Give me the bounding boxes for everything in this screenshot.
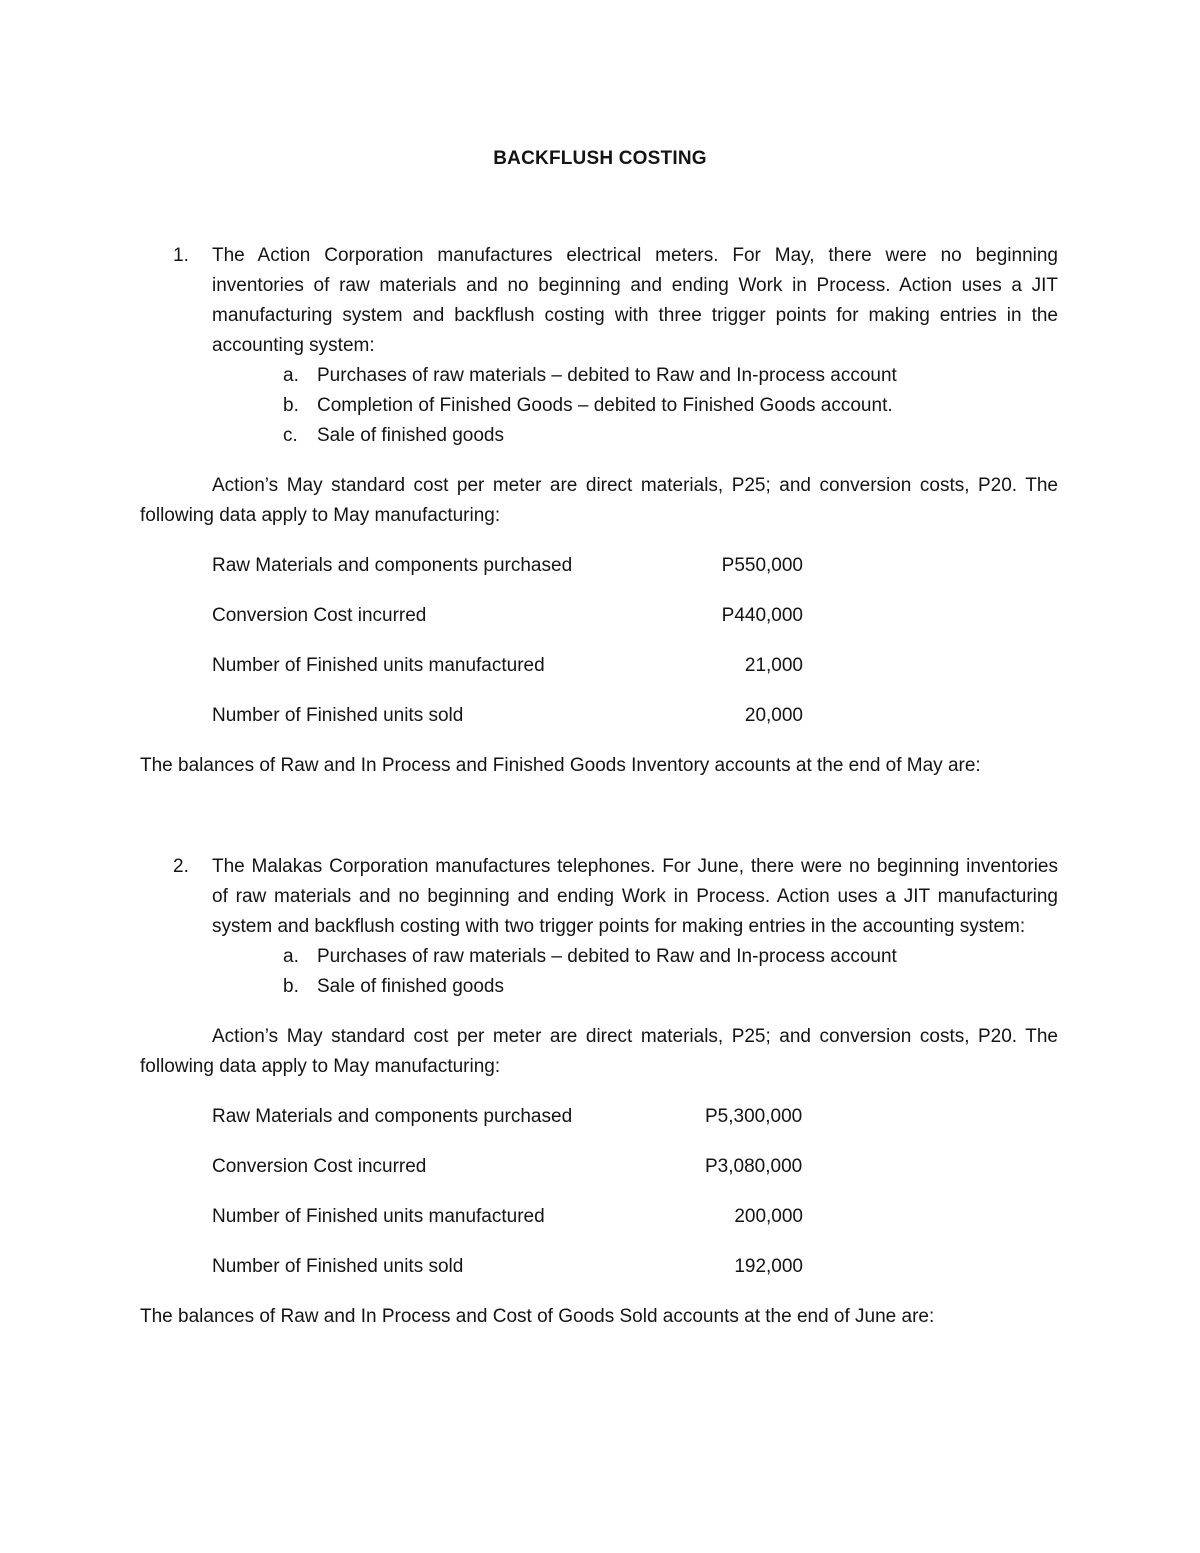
trigger-points-list: [140, 942, 1058, 1002]
problem-question: The balances of Raw and In Process and Finished Goods Inventory accounts at the end of May are:: [140, 755, 981, 776]
list-item: [140, 942, 1058, 972]
row-value: P3,080,000: [705, 1156, 803, 1177]
row-value: 192,000: [734, 1256, 803, 1277]
row-value: 200,000: [734, 1206, 803, 1227]
list-item-text: Completion of Finished Goods – debited to Finished Goods account.: [317, 395, 893, 416]
list-item: [140, 361, 1058, 391]
list-item-text: Sale of finished goods: [317, 976, 504, 997]
list-item-letter: c.: [283, 425, 298, 446]
table-row: [212, 651, 1058, 681]
row-label: Raw Materials and components purchased: [212, 1106, 573, 1127]
list-item: [140, 972, 1058, 1002]
problem-intro: The Malakas Corporation manufactures telephones. For June, there were no beginning inventories of raw materials and no beginning and ending Work in Process. Action uses a JIT manufacturing system and backflush costing with two trigger points for making entries in the accounting system:: [212, 856, 1058, 937]
problem-2-intro-row: [140, 852, 1058, 942]
problem-question: The balances of Raw and In Process and Cost of Goods Sold accounts at the end of June are:: [140, 1306, 935, 1327]
row-value: 20,000: [744, 705, 803, 726]
list-item-letter: a.: [283, 365, 299, 386]
table-row: [212, 1152, 1058, 1182]
row-label: Raw Materials and components purchased: [212, 555, 573, 576]
table-row: [212, 701, 1058, 731]
list-item-text: Sale of finished goods: [317, 425, 504, 446]
table-row: [212, 1202, 1058, 1232]
table-row: [212, 551, 1058, 581]
row-label: Number of Finished units sold: [212, 1256, 464, 1277]
row-label: Number of Finished units manufactured: [212, 1206, 545, 1227]
problem-2: [140, 852, 1058, 1332]
list-item: [140, 421, 1058, 451]
data-table: [212, 551, 1058, 731]
table-row: [212, 601, 1058, 631]
list-item-text: Purchases of raw materials – debited to Raw and In-process account: [317, 365, 897, 386]
list-item-text: Purchases of raw materials – debited to Raw and In-process account: [317, 946, 897, 967]
problem-intro: The Action Corporation manufactures electrical meters. For May, there were no beginning inventories of raw materials and no beginning and ending Work in Process. Action uses a JIT manufacturing system and backflush costing with three trigger points for making entries in the accounting system:: [212, 245, 1058, 356]
page-title: BACKFLUSH COSTING: [493, 148, 707, 169]
table-row: [212, 1252, 1058, 1282]
row-value: P5,300,000: [705, 1106, 803, 1127]
row-label: Number of Finished units sold: [212, 705, 464, 726]
standard-cost-paragraph: Action’s May standard cost per meter are direct materials, P25; and conversion costs, P20. The following data apply to May manufacturing:: [140, 1026, 1058, 1077]
list-item: [140, 391, 1058, 421]
problem-1-intro-row: [140, 241, 1058, 361]
row-value: 21,000: [744, 655, 803, 676]
standard-cost-paragraph: Action’s May standard cost per meter are direct materials, P25; and conversion costs, P20. The following data apply to May manufacturing:: [140, 475, 1058, 526]
list-item-letter: b.: [283, 395, 299, 416]
trigger-points-list: [140, 361, 1058, 451]
row-label: Number of Finished units manufactured: [212, 655, 545, 676]
list-item-letter: a.: [283, 946, 299, 967]
data-table: [212, 1102, 1058, 1282]
row-label: Conversion Cost incurred: [212, 1156, 427, 1177]
problem-1: [140, 241, 1058, 781]
problem-number: 1.: [173, 245, 189, 266]
problem-number: 2.: [173, 856, 189, 877]
row-label: Conversion Cost incurred: [212, 605, 427, 626]
list-item-letter: b.: [283, 976, 299, 997]
row-value: P550,000: [721, 555, 803, 576]
row-value: P440,000: [721, 605, 803, 626]
table-row: [212, 1102, 1058, 1132]
